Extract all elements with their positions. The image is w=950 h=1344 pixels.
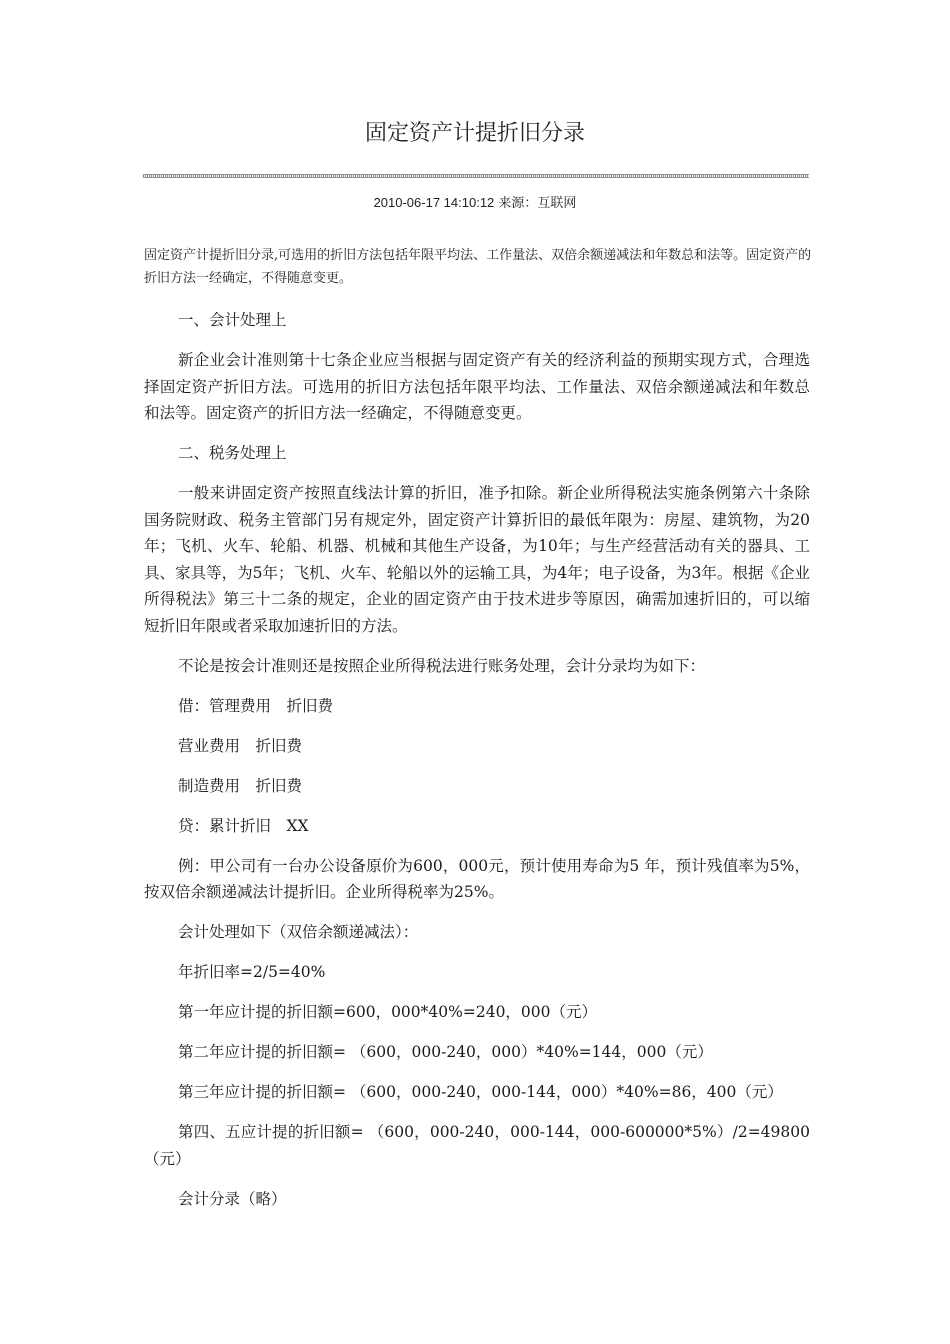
article-meta	[0, 193, 950, 214]
paragraph: 不论是按会计准则还是按照企业所得税法进行账务处理，会计分录均为如下：	[178, 656, 706, 675]
calculation-line: 年折旧率=2/5=40%	[178, 963, 326, 981]
section-heading-accounting: 一、会计处理上	[178, 311, 287, 329]
article-source: 来源：互联网	[498, 196, 577, 211]
calculation-line: 第三年应计提的折旧额= （600，000-240，000-144，000）*40%=86，400（元）	[178, 1083, 783, 1101]
journal-entry-line: 制造费用 折旧费	[178, 776, 303, 795]
calculation-line: 第一年应计提的折旧额=600，000*40%=240，000（元）	[178, 1003, 598, 1021]
page-title: 固定资产计提折旧分录	[364, 121, 585, 146]
section-heading-tax: 二、税务处理上	[178, 444, 287, 462]
paragraph: 一般来讲固定资产按照直线法计算的折旧，准予扣除。新企业所得税法实施条例第六十条除国务院财政、税务主管部门另有规定外，固定资产计算折旧的最低年限为：房屋、建筑物，为20年；飞机、火车、轮船、机器、机械和其他生产设备，为10年；与生产经营活动有关的器具、工具、家具等，为5年；飞机、火车、轮船以外的运输工具，为4年；电子设备，为3年。根据《企业所得税法》第三十二条的规定，企业的固定资产由于技术进步等原因，确需加速折旧的，可以缩短折旧年限或者采取加速折旧的方法。	[144, 484, 810, 635]
article-body	[144, 307, 810, 1226]
journal-entry-line: 营业费用 折旧费	[178, 736, 303, 755]
calculation-heading: 会计处理如下（双倍余额递减法）：	[178, 923, 419, 941]
title-divider	[143, 174, 809, 178]
publish-timestamp: 2010-06-17 14:10:12	[373, 195, 495, 210]
journal-entry-debit: 借：管理费用 折旧费	[178, 696, 334, 715]
calculation-line: 第四、五应计提的折旧额= （600，000-240，000-144，000-600000*5%）/2=49800（元）	[144, 1123, 810, 1168]
paragraph: 新企业会计准则第十七条企业应当根据与固定资产有关的经济利益的预期实现方式，合理选择固定资产折旧方法。可选用的折旧方法包括年限平均法、工作量法、双倍余额递减法和年数总和法等。固定资产的折旧方法一经确定，不得随意变更。	[144, 351, 810, 422]
closing-note: 会计分录（略）	[178, 1189, 287, 1208]
journal-entry-credit: 贷：累计折旧 XX	[178, 816, 309, 835]
article-summary: 固定资产计提折旧分录,可选用的折旧方法包括年限平均法、工作量法、双倍余额递减法和年数总和法等。固定资产的折旧方法一经确定，不得随意变更。	[144, 248, 812, 286]
calculation-line: 第二年应计提的折旧额= （600，000-240，000）*40%=144，000（元）	[178, 1043, 713, 1061]
example-paragraph: 例：甲公司有一台办公设备原价为600，000元，预计使用寿命为5 年，预计残值率为5%，按双倍余额递减法计提折旧。企业所得税率为25%。	[144, 856, 810, 901]
